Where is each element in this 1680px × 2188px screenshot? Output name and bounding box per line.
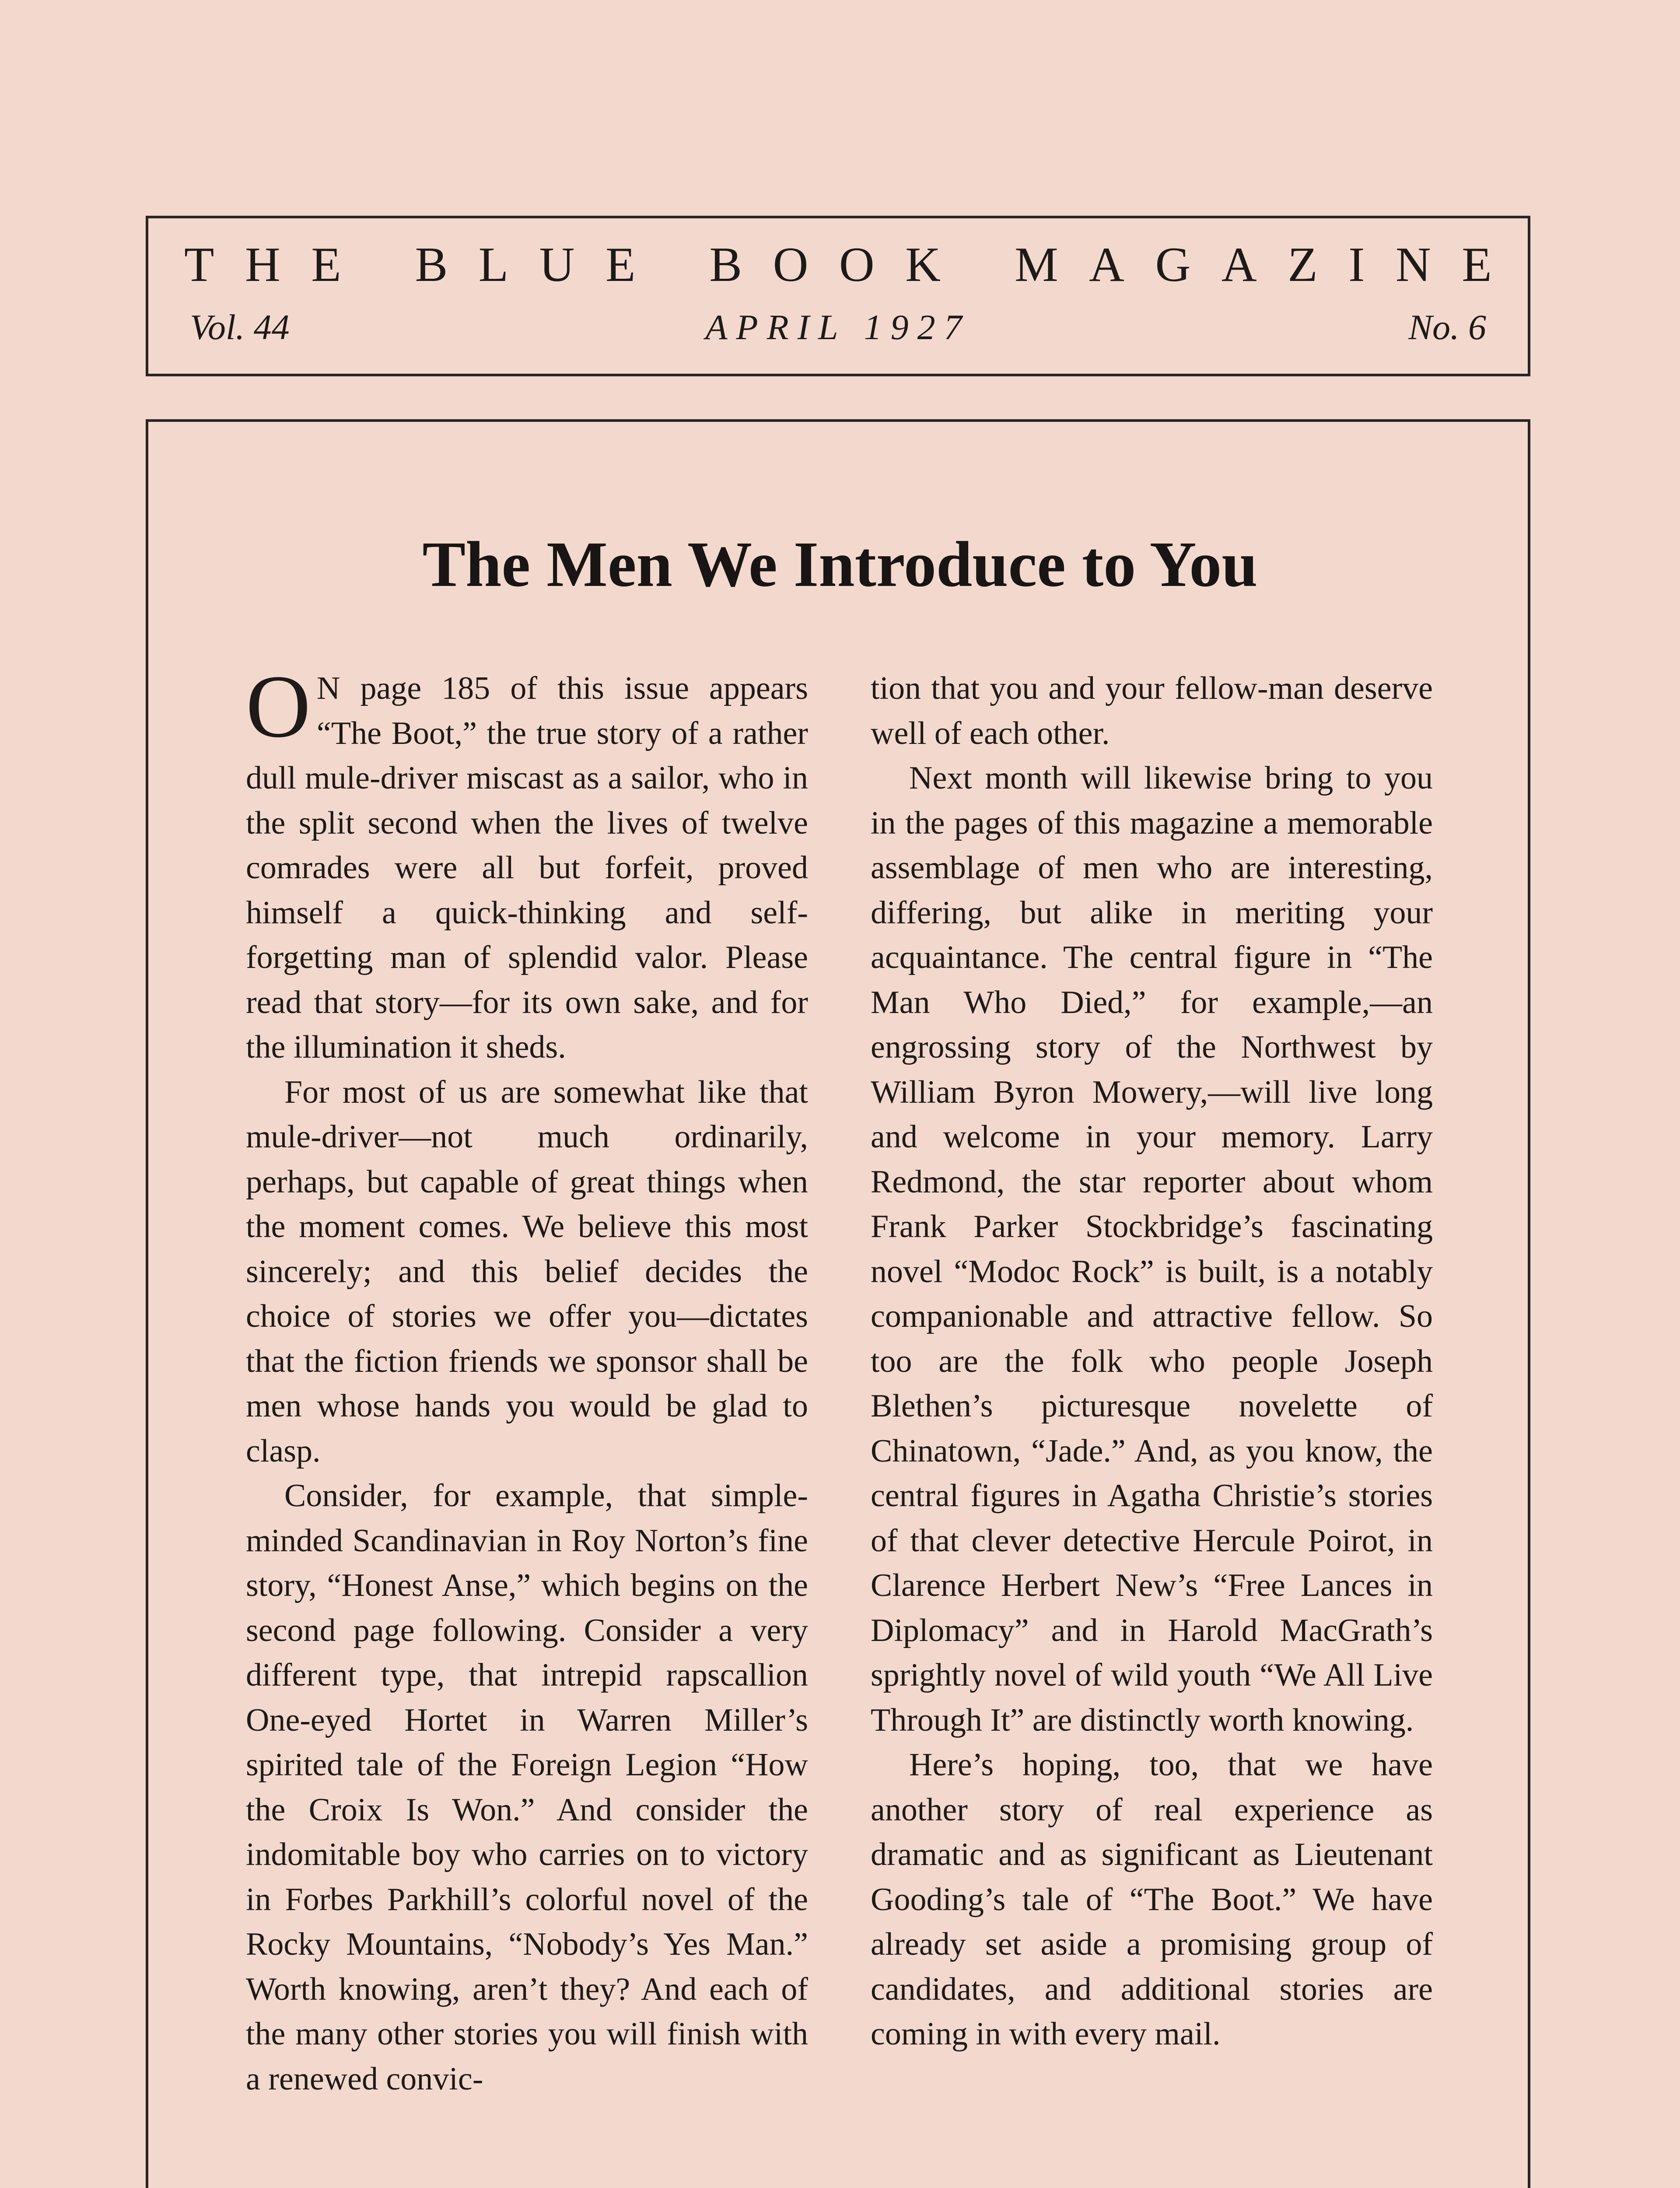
title-letter: Z (1288, 238, 1318, 292)
title-letter: E (606, 238, 636, 292)
title-letter: H (245, 238, 280, 292)
paragraph-1 (246, 657, 808, 1070)
title-letter: T (184, 238, 214, 292)
title-letter: B (709, 238, 742, 292)
issue-number: No. 6 (1408, 307, 1486, 347)
title-letter: U (539, 238, 575, 292)
title-letter: L (478, 238, 509, 292)
paragraph-2: For most of us are somewhat like that mule-driver—not much ordinarily, perhaps, but capable of great things when the moment comes. We believe this most sincerely; and this belief decides the choice of stories we offer you—dictates that the fiction friends we sponsor shall be men whose hands you would be glad to clasp. (246, 1074, 808, 1469)
title-letter: E (1462, 238, 1492, 292)
title-letter: B (415, 238, 448, 292)
magazine-title (148, 237, 1528, 293)
title-letter: E (311, 238, 341, 292)
paragraph-1-text: N page 185 of this issue appears “The Boot,” the true story of a rather dull mule-driver miscast as a sailor, who in the split second when the lives of twelve comrades were all but forfeit, proved himself a quick-thinking and self-forgetting man of splendid valor. Please read that story—for its own sake, and for the illumination it sheds. (246, 670, 808, 1065)
right-column (871, 666, 1433, 2057)
paragraph-3: Consider, for example, that simple-minded Scandinavian in Roy Norton’s fine story, “Honest Anse,” which begins on the second page following. Consider a very different type, that intrepid rapscallion One-eyed Hortet in Warren Miller’s spirited tale of the Foreign Legion “How the Croix Is Won.” And consider the indomitable boy who carries on to victory in Forbes Parkhill’s colorful novel of the Rocky Mountains, “Nobody’s Yes Man.” Worth knowing, aren’t they? And each of the many other stories you will finish with a renewed convic- (246, 1478, 808, 2097)
title-space (666, 237, 679, 293)
drop-cap: O (246, 657, 311, 756)
title-letter: O (839, 238, 875, 292)
paragraph-4: Next month will likewise bring to you in the pages of this magazine a memorable assemblage of men who are interesting, differing, but alike in meriting your acquaintance. The central figure in “The Man Who Died,” for example,—an engrossing story of the Northwest by William Byron Mowery,—will live long and welcome in your memory. Larry Redmond, the star reporter about whom Frank Parker Stockbridge’s fascinating novel “Modoc Rock” is built, is a notably companionable and attractive fellow. So too are the folk who people Joseph Blethen’s picturesque novelette of Chinatown, “Jade.” And, as you know, the central figures in Agatha Christie’s stories of that clever detective Hercule Poirot, in Clarence Herbert New’s “Free Lances in Diplomacy” and in Harold MacGrath’s sprightly novel of wild youth “We All Live Through It” are distinctly worth knowing. (871, 760, 1433, 1738)
title-letter: K (905, 238, 941, 292)
masthead (146, 216, 1530, 376)
left-column (246, 657, 808, 2101)
title-letter: O (773, 238, 808, 292)
title-letter: A (1089, 238, 1125, 292)
title-space (372, 237, 384, 293)
title-letter: N (1395, 238, 1431, 292)
issue-date: APRIL 1927 (705, 307, 971, 347)
paragraph-5: Here’s hoping, too, that we have another story of real experience as dramatic and as significant as Lieutenant Gooding’s tale of “The Boot.” We have already set aside a promising group of candidates, and additional stories are coming in with every mail. (871, 1747, 1433, 2052)
volume-label: Vol. 44 (190, 307, 290, 347)
title-letter: A (1221, 238, 1257, 292)
title-space (972, 237, 984, 293)
article-title: The Men We Introduce to You (422, 529, 1258, 600)
title-letter: I (1348, 238, 1365, 292)
title-letter: G (1155, 238, 1191, 292)
title-letter: M (1015, 238, 1058, 292)
paragraph-3-continued: tion that you and your fellow-man deserve well of each other. (871, 670, 1433, 751)
